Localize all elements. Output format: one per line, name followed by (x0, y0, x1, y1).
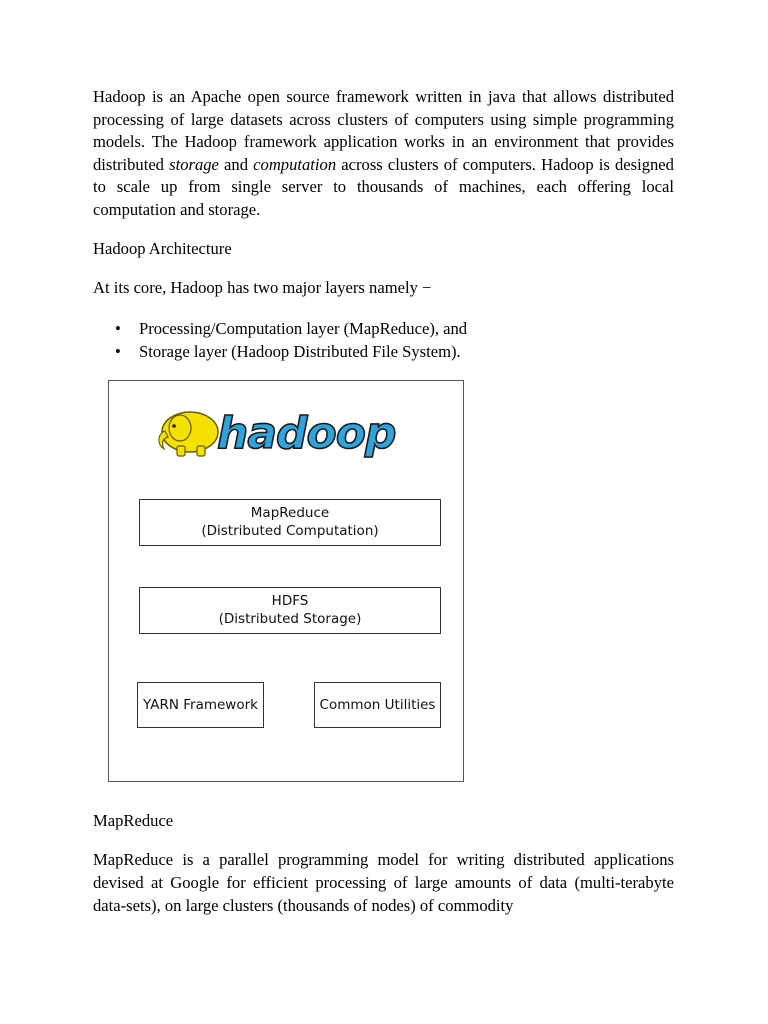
hdfs-box-subtitle: (Distributed Storage) (218, 611, 362, 628)
intro-text-1: Hadoop is an Apache open source framework written in java that allows distributed processing of large datasets across clusters of computers using simple programming models. The Hadoop framework application works in an environment that provides distributed (93, 87, 674, 174)
list-item-text: Storage layer (Hadoop Distributed File System). (139, 341, 461, 361)
architecture-heading: Hadoop Architecture (93, 238, 232, 258)
mapreduce-heading: MapReduce (93, 810, 174, 830)
yarn-framework-box (137, 682, 264, 728)
mapreduce-box (139, 499, 441, 546)
bullet-icon: • (115, 341, 121, 361)
common-utilities-box (314, 682, 441, 728)
list-item-text: Processing/Computation layer (MapReduce), and (139, 318, 468, 338)
intro-text-2: and (218, 154, 254, 174)
document-page (93, 86, 674, 917)
mapreduce-box-subtitle: (Distributed Computation) (201, 523, 379, 540)
layers-lead: At its core, Hadoop has two major layers namely − (93, 278, 432, 298)
bullet-icon: • (115, 318, 121, 338)
layers-list (93, 317, 674, 363)
common-utilities-label: Common Utilities (319, 696, 436, 713)
intro-emphasis-storage: storage (169, 154, 219, 174)
elephant-icon (159, 412, 218, 456)
hadoop-logo-text: hadoop (217, 407, 396, 459)
hdfs-box (139, 587, 441, 634)
list-item (93, 340, 674, 363)
list-item (93, 317, 674, 340)
mapreduce-paragraph: MapReduce is a parallel programming model for writing distributed applications devised at Google for efficient processing of large amounts of data (multi-terabyte data-sets), on large clusters (thousands of nodes) of commodity (93, 850, 674, 915)
mapreduce-box-title: MapReduce (250, 505, 330, 522)
hdfs-box-title: HDFS (271, 593, 309, 610)
intro-emphasis-computation: computation (253, 154, 337, 174)
intro-paragraph (93, 86, 674, 222)
hadoop-architecture-figure (108, 380, 464, 782)
yarn-framework-label: YARN Framework (143, 696, 258, 713)
intro-text-3: across clusters of computers. Hadoop is designed to scale up from single server to thousands of machines, each offering local computation and storage. (93, 154, 674, 219)
hadoop-logo (155, 401, 401, 461)
